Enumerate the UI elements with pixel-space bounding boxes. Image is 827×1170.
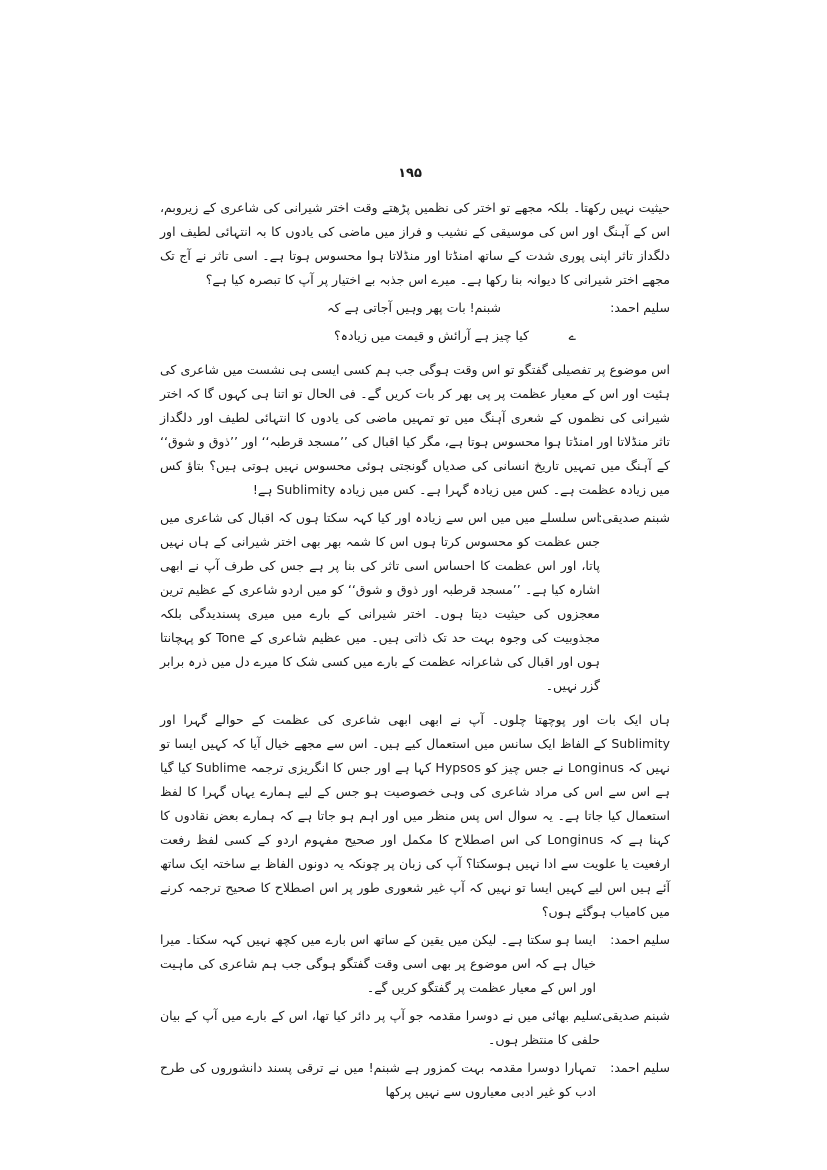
dialogue-text: تمہارا دوسرا مقدمہ بہت کمزور ہے شبنم! میں نے ترقی پسند دانشوروں کی طرح ادب کو غیر ادبی معیاروں سے نہیں پرکھا [160,1060,596,1099]
verse-line [160,324,596,348]
dialogue-salim-3 [160,1056,670,1104]
dialogue-text: ایسا ہو سکتا ہے۔ لیکن میں یقین کے ساتھ اس بارے میں کچھ نہیں کہہ سکتا۔ میرا خیال ہے کہ اس موضوع پر بھی اسی وقت گفتگو ہوگی جب ہم شاعری کی ماہیت اور اس کے معیار عظمت پر گفتگو کریں گے۔ [160,932,596,995]
dialogue-salim-2 [160,928,670,1000]
page-body [160,196,670,1108]
dialogue-shabnam-1 [160,506,670,698]
verse-marker: ے [568,328,576,343]
verse-row [160,324,670,348]
speaker-label: سلیم احمد: [610,932,670,947]
dialogue-text [160,296,596,320]
speaker-label: شبنم صدیقی: [598,1008,670,1023]
dialogue-shabnam-2 [160,1004,670,1052]
dialogue-text: سلیم بھائی میں نے دوسرا مقدمہ جو آپ پر دائر کیا تھا، اس کے بارے میں آپ کے بیان حلفی کا منتظر ہوں۔ [160,1008,600,1047]
dialogue-salim-1 [160,296,670,320]
page-number: ۱۹۵ [398,166,422,181]
verse-intro: شبنم! بات پھر وہیں آجاتی ہے کہ [327,300,501,315]
paragraph-question-continued: حیثیت نہیں رکھتا۔ بلکہ مجھے تو اختر کی نظمیں پڑھتے وقت اختر شیرانی کی شاعری کے زیروبم، اس کے آہنگ اور اس کی موسیقی کے نشیب و فراز میں ماضی کی یادوں کا بہ انتہائی لطیف اور دلگداز تاثر اپنی پوری شدت کے ساتھ امنڈتا اور منڈلاتا ہوا محسوس ہوتا ہے۔ اسی تاثر نے آج تک مجھے اختر شیرانی کا دیوانہ بنا رکھا ہے۔ میرے اس جذبہ بے اختیار پر آپ کا تبصرہ کیا ہے؟ [160,200,670,287]
speaker-label: سلیم احمد: [610,1060,670,1075]
paragraph-longinus: ہاں ایک بات اور پوچھتا چلوں۔ آپ نے ابھی ابھی شاعری کی عظمت کے حوالے گہرا اور Sublimity کے الفاظ ایک سانس میں استعمال کیے ہیں۔ اس سے مجھے خیال آیا کہ کہیں ایسا تو نہیں کہ Longinus نے جس چیز کو Hypsos کہا ہے اور جس کا انگریزی ترجمہ Sublime کیا گیا ہے اس سے اس کی مراد شاعری کی وہی خصوصیت ہو جس کے لیے ہمارے یہاں گہرا کا لفظ استعمال کیا جاتا ہے۔ یہ سوال اس پس منظر میں اور اہم ہو جاتا ہے کہ ہمارے بعض نقادوں کا کہنا ہے کہ Longinus کی اس اصطلاح کا مکمل اور صحیح مفہوم اردو کے کسی لفظ رفعت ارفعیت یا علویت سے ادا نہیں ہوسکتا؟ آپ کی زبان پر چونکہ یہ دونوں الفاظ بے ساختہ ایک ساتھ آئے ہیں اس لیے کہیں ایسا تو نہیں کہ آپ غیر شعوری طور پر اس اصطلاح کا صحیح ترجمہ کرنے میں کامیاب ہوگئے ہوں؟ [160,712,671,919]
dialogue-text: اس سلسلے میں میں اس سے زیادہ اور کیا کہہ سکتا ہوں کہ اقبال کی شاعری میں جس عظمت کو محسوس کرتا ہوں اس کا شمہ بھر بھی اختر شیرانی کے ہاں نہیں پاتا، اور اس عظمت کا احساس اسی تاثر کی بنا پر ہے جس کی طرف آپ نے ابھی اشارہ کیا ہے۔ ’’مسجد قرطبہ اور ذوق و شوق‘‘ کو میں اردو شاعری کے عظیم ترین معجزوں کی حیثیت دیتا ہوں۔ اختر شیرانی کے بارے میں میری پسندیدگی بلکہ مجذوبیت کی وجوہ بہت حد تک ذاتی ہیں۔ میں عظیم شاعری کے Tone کو پہچانتا ہوں اور اقبال کی شاعرانہ عظمت کے بارے میں کسی شک کا میرے دل میں ذرہ برابر گزر نہیں۔ [159,510,600,693]
speaker-label: سلیم احمد: [610,300,670,315]
verse-text: کیا چیز ہے آرائش و قیمت میں زیادہ؟ [334,328,529,343]
speaker-label: شبنم صدیقی: [598,510,670,525]
paragraph-answer: اس موضوع پر تفصیلی گفتگو تو اس وقت ہوگی جب ہم کسی ایسی ہی نشست میں شاعری کی ہئیت اور اس کے معیار عظمت پر پی بھر کر بات کریں گے۔ فی الحال تو اتنا ہی کہوں گا کہ اختر شیرانی کی نظموں کے شعری آہنگ میں تو تمہیں ماضی کی یادوں کا انتہائی لطیف اور دلگداز تاثر منڈلاتا اور امنڈتا ہوا محسوس ہوتا ہے، مگر کیا اقبال کی ’’مسجد قرطبہ‘‘ اور ’’ذوق و شوق‘‘ کے آہنگ میں تمہیں تاریخ انسانی کی صدیاں گونجتی ہوئی محسوس نہیں ہوتی ہیں؟ بتاؤ کس میں زیادہ عظمت ہے۔ کس میں زیادہ گہرا ہے۔ کس میں زیادہ Sublimity ہے! [160,362,670,497]
